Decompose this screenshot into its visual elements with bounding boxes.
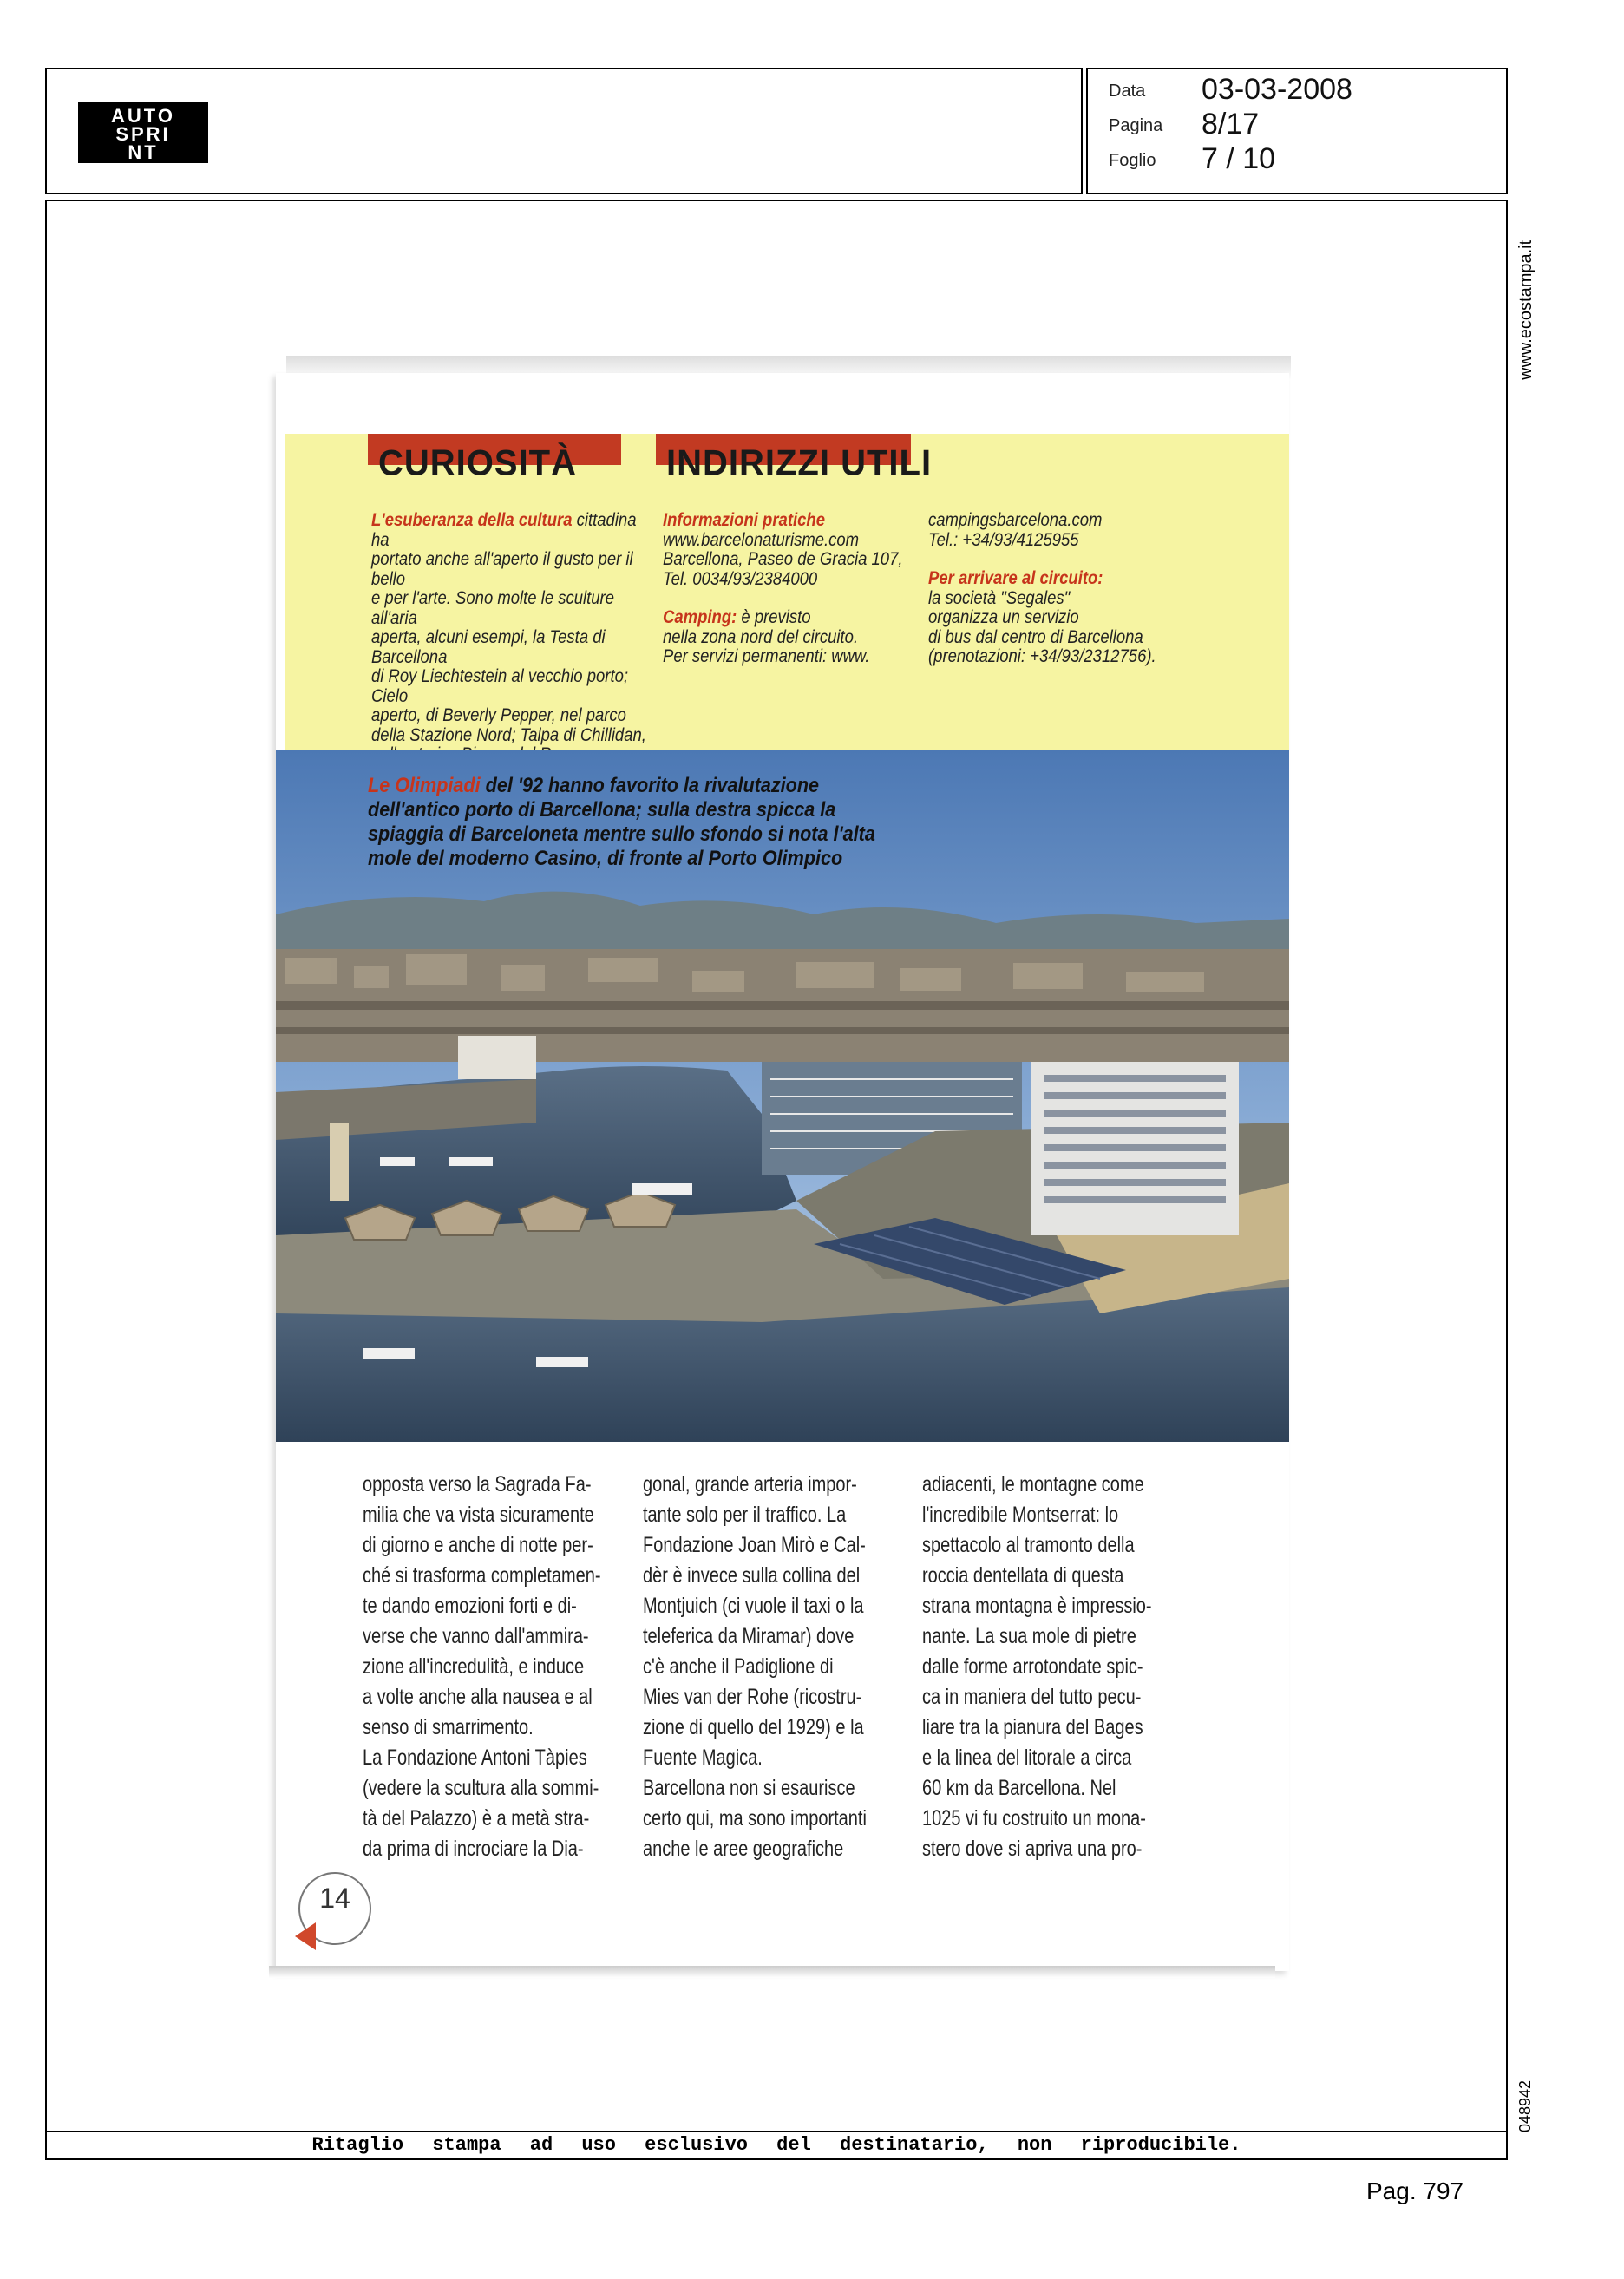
col3-line: roccia dentellata di questa [922, 1563, 1124, 1588]
photo-caption [368, 774, 914, 871]
camping-label: Camping: [663, 606, 737, 627]
page-arrow-icon [295, 1922, 316, 1950]
footer-notice: Ritaglio stampa ad uso esclusivo del destinatario, non riproducibile. [311, 2134, 1241, 2156]
caption-text: del '92 hanno favorito la rivalutazione dell'antico porto di Barcellona; sulla destra spicca la spiaggia di Barceloneta mentre sullo sfondo si nota l'alta mole del moderno Casino, di fronte al Porto Olimpico [368, 774, 875, 870]
indirizzi-heading: INDIRIZZI UTILI [666, 442, 933, 484]
col2-line: gonal, grande arteria impor- [643, 1472, 857, 1496]
col3-line: strana montagna è impressio- [922, 1594, 1152, 1618]
camping-text: è previsto [741, 606, 811, 627]
body-column-3 [922, 1470, 1172, 1864]
col3-line-1: Tel.: +34/93/4125955 [928, 528, 1079, 550]
pagina-value: 8/17 [1202, 108, 1260, 141]
footer-divider [45, 2131, 1508, 2132]
col1-line: senso di smarrimento. [363, 1715, 534, 1739]
col2-line: zione di quello del 1929) e la [643, 1715, 864, 1739]
side-code [1511, 2065, 1546, 2134]
foglio-value: 7 / 10 [1202, 142, 1276, 175]
col1-line: tà del Palazzo) è a metà stra- [363, 1806, 590, 1830]
arrivare-line-2: di bus dal centro di Barcellona [928, 625, 1143, 647]
logo-line-1: AUTO [111, 105, 175, 127]
curiosita-line-2: e per l'arte. Sono molte le sculture all'aria [371, 587, 614, 628]
arrivare-line-1: organizza un servizio [928, 606, 1079, 627]
col1-line: zione all'incredulità, e induce [363, 1654, 585, 1679]
curiosita-line-4: di Roy Liechtestein al vecchio porto; Cielo [371, 665, 629, 706]
col2-line: dèr è invece sulla collina del [643, 1563, 861, 1588]
info-line-0: www.barcelonaturisme.com [663, 528, 860, 550]
col2-line: Montjuich (ci vuole il taxi o la [643, 1594, 864, 1618]
arrivare-line-0: la società "Segales" [928, 586, 1071, 608]
col2-line: Fondazione Joan Mirò e Cal- [643, 1533, 866, 1557]
info-line-1: Barcellona, Paseo de Gracia 107, [663, 548, 903, 569]
curiosita-lead: L'esuberanza della cultura [371, 509, 573, 530]
col1-line: te dando emozioni forti e di- [363, 1594, 577, 1618]
magazine-page-number: 14 [319, 1883, 350, 1914]
col2-line: Fuente Magica. [643, 1745, 763, 1770]
col1-line: verse che vanno dall'ammira- [363, 1624, 589, 1648]
col3-line: adiacenti, le montagne come [922, 1472, 1144, 1496]
col3-line: nante. La sua mole di pietre [922, 1624, 1136, 1648]
curiosita-line-0: cittadina ha [371, 509, 637, 550]
col1-line: milia che va vista sicuramente [363, 1503, 594, 1527]
side-url [1511, 217, 1546, 382]
col3-line: l'incredibile Montserrat: lo [922, 1503, 1119, 1527]
curiosita-line-1: portato anche all'aperto il gusto per il bello [371, 548, 633, 589]
col2-line: certo qui, ma sono importanti [643, 1806, 867, 1830]
caption-lead: Le Olimpiadi [368, 774, 481, 797]
col3-line: 1025 vi fu costruito un mona- [922, 1806, 1146, 1830]
col3-line-0: campingsbarcelona.com [928, 509, 1103, 530]
curiosita-heading: CURIOSITÀ [378, 442, 577, 484]
col2-line: Barcellona non si esaurisce [643, 1776, 855, 1800]
document-page-number: Pag. 797 [1366, 2177, 1464, 2204]
col2-line: c'è anche il Padiglione di [643, 1654, 834, 1679]
info-line-2: Tel. 0034/93/2384000 [663, 567, 818, 589]
data-label: Data [1109, 82, 1146, 101]
camping-line-0: nella zona nord del circuito. [663, 625, 859, 647]
col1-line: a volte anche alla nausea e al [363, 1685, 593, 1709]
data-value: 03-03-2008 [1202, 73, 1352, 106]
col3-line: liare tra la pianura del Bages [922, 1715, 1143, 1739]
col2-line: tante solo per il traffico. La [643, 1503, 847, 1527]
curiosita-line-3: aperta, alcuni esempi, la Testa di Barcellona [371, 626, 606, 667]
col2-line: Mies van der Rohe (ricostru- [643, 1685, 862, 1709]
body-column-2 [643, 1470, 893, 1864]
col1-line: da prima di incrociare la Dia- [363, 1837, 584, 1861]
body-column-1 [363, 1470, 612, 1864]
col1-line: opposta verso la Sagrada Fa- [363, 1472, 592, 1496]
arrivare-line-3: (prenotazioni: +34/93/2312756). [928, 645, 1156, 666]
pagina-label: Pagina [1109, 116, 1163, 135]
autosprint-logo [78, 102, 208, 163]
info-title: Informazioni pratiche [663, 509, 825, 530]
col3-line: e la linea del litorale a circa [922, 1745, 1132, 1770]
indirizzi-col2 [928, 510, 1197, 666]
curiosita-text [371, 510, 647, 764]
col3-line: spettacolo al tramonto della [922, 1533, 1135, 1557]
col3-line: ca in maniera del tutto pecu- [922, 1685, 1142, 1709]
curiosita-line-5: aperto, di Beverly Pepper, nel parco [371, 704, 626, 725]
col1-line: (vedere la scultura alla sommi- [363, 1776, 599, 1800]
arrivare-title: Per arrivare al circuito: [928, 567, 1103, 588]
curiosita-line-6: della Stazione Nord; Talpa di Chillidan, [371, 724, 646, 745]
page-shadow-bottom [269, 1966, 1275, 1978]
col3-line: stero dove si apriva una pro- [922, 1837, 1143, 1861]
side-url-text: www.ecostampa.it [1516, 239, 1536, 380]
col1-line: di giorno e anche di notte per- [363, 1533, 593, 1557]
logo-line-2: SPRI [115, 123, 171, 145]
col2-line: teleferica da Miramar) dove [643, 1624, 855, 1648]
foglio-label: Foglio [1109, 151, 1156, 170]
col2-line: anche le aree geografiche [643, 1837, 844, 1861]
col1-line: ché si trasforma completamen- [363, 1563, 601, 1588]
col3-line: dalle forme arrotondate spic- [922, 1654, 1143, 1679]
col1-line: La Fondazione Antoni Tàpies [363, 1745, 587, 1770]
camping-line-1: Per servizi permanenti: www. [663, 645, 870, 666]
indirizzi-col1 [663, 510, 924, 666]
logo-line-3: NT [128, 141, 159, 163]
col3-line: 60 km da Barcellona. Nel [922, 1776, 1116, 1800]
side-code-text: 048942 [1516, 2079, 1534, 2132]
